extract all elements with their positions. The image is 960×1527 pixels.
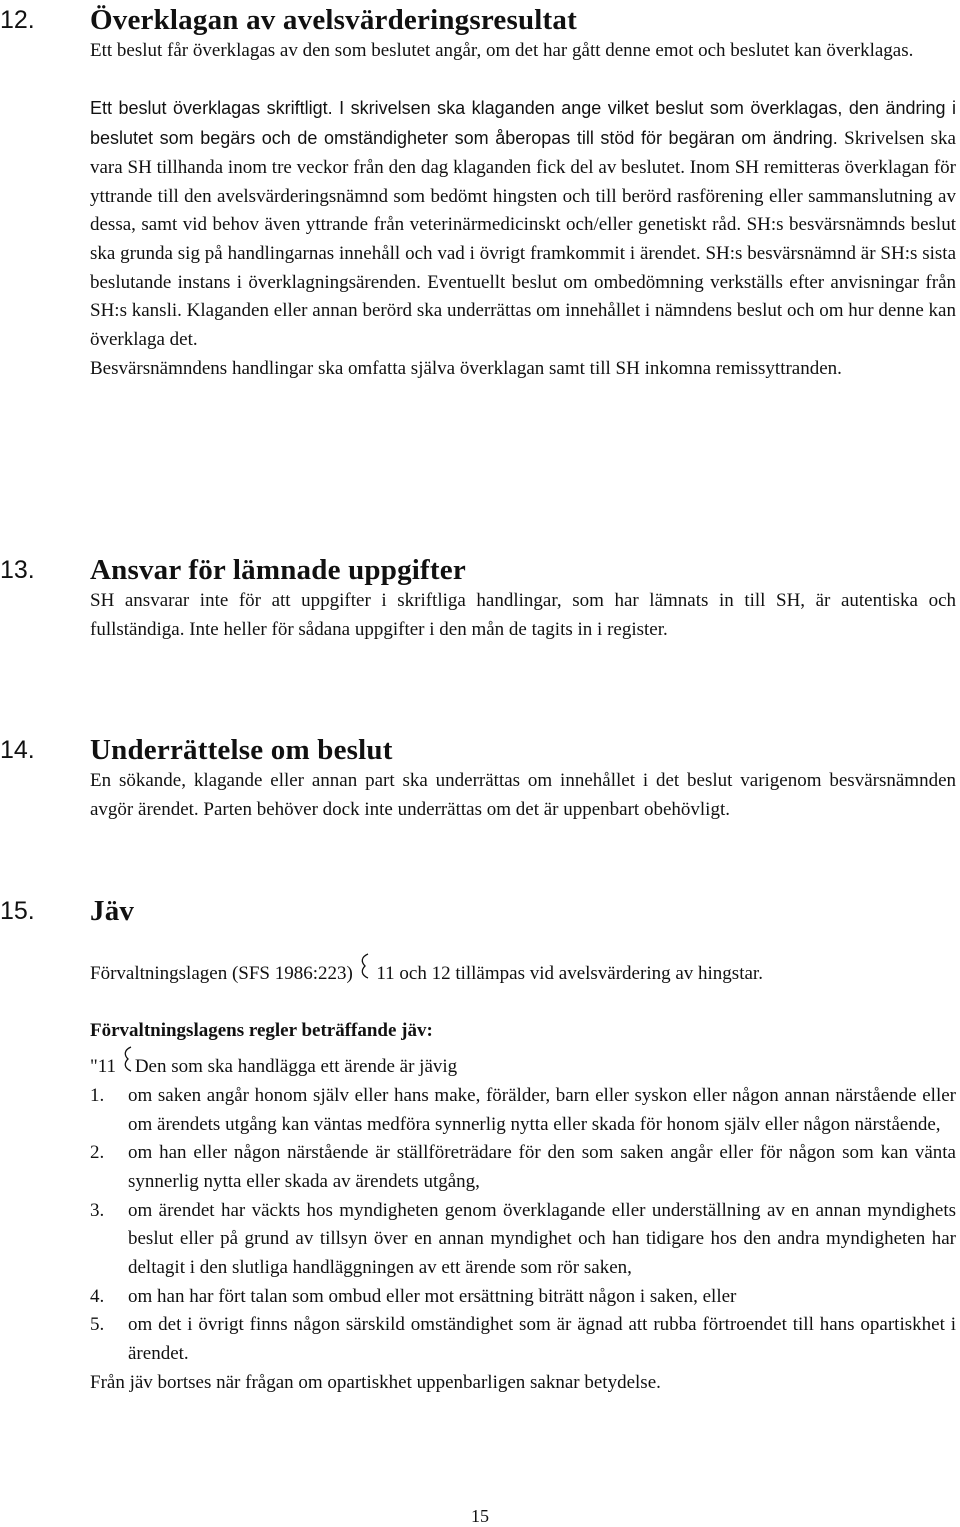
list-item-number: 4. bbox=[90, 1285, 105, 1307]
page-number: 15 bbox=[471, 1506, 489, 1526]
section-title: Jäv bbox=[90, 895, 135, 927]
paragraph: Ett beslut får överklagas av den som beslutet angår, om det har gått denne emot och beslutet kan överklagas. bbox=[90, 40, 914, 61]
quote-part: "11 bbox=[90, 1056, 121, 1078]
list-item-text: om han eller någon närstående är ställföreträdare för den som saken angår eller för någon som kan vänta synnerlig nytta eller skada av ärendets utgång, bbox=[128, 1142, 956, 1192]
section-heading bbox=[0, 732, 960, 768]
list-item-text: om saken angår honom själv eller hans make, förälder, barn eller syskon eller någon annan närstående eller om ärendets utgång kan väntas medföra synnerlig nytta eller skada för honom själv eller någon närstående, bbox=[128, 1084, 956, 1135]
section-number: 15. bbox=[0, 897, 35, 925]
section-number: 14. bbox=[0, 736, 35, 764]
list-item-text: om det i övrigt finns någon särskild omständighet som är ägnad att rubba förtroendet till hans opartiskhet i ärendet. bbox=[128, 1314, 956, 1365]
paragraph bbox=[90, 953, 956, 989]
list-item-number: 3. bbox=[90, 1199, 105, 1221]
section-12 bbox=[0, 2, 960, 379]
paragraph: Besvärsnämndens handlingar ska omfatta själva överklagan samt till SH inkomna remissyttranden. bbox=[90, 357, 842, 379]
section-heading bbox=[0, 893, 960, 929]
paragraph-part: Ett beslut överklagas skriftligt. I skrivelsen ska klaganden ange vilket beslut som överklagas, den ändring i beslutet som begärs och de omständigheter som åberopas till stöd för begäran om ändring. bbox=[90, 98, 956, 149]
section-title: Överklagan av avelsvärderingsresultat bbox=[90, 4, 577, 36]
law-list bbox=[90, 1082, 956, 1369]
section-sign-icon bbox=[358, 953, 372, 989]
section-15 bbox=[0, 893, 960, 1393]
subheading: Förvaltningslagens regler beträffande jäv: bbox=[90, 1020, 433, 1042]
list-item-number: 2. bbox=[90, 1142, 105, 1164]
list-item-number: 1. bbox=[90, 1084, 105, 1106]
list-item-text: om ärendet har väckts hos myndigheten genom överklagande eller underställning av en annan myndighets beslut eller på grund av tillsyn över en annan myndighet och han tidigare hos den andra myndigheten har deltagit i den slutliga handläggningen av ett ärende som rör saken, bbox=[128, 1199, 956, 1279]
list-item bbox=[90, 1283, 956, 1312]
paragraph-part: Skrivelsen ska vara SH tillhanda inom tre veckor från den dag klaganden fick del av beslutet. Inom SH remitteras överklagan för yttrande till den avelsvärderingsnämnd som bedömt hingsten och till berörd rasförening eller sammanslutning av dessa, samt vid behov även yttrande från veterinärmedicinskt och/eller genetiskt råd. SH:s besvärsnämnds beslut ska grunda sig på handlingarnas innehåll och vad i övrigt framkommit i ärendet. SH:s besvärsnämnd är SH:s sista beslutande instans i överklagningsärenden. Eventuellt beslut om ombedömning verkställs efter anvisningar från SH:s kansli. Klaganden eller annan berörd ska underrättas om innehållet i nämndens beslut och om hur denne kan överklaga det. bbox=[90, 128, 956, 351]
paragraph: SH ansvarar inte för att uppgifter i skriftliga handlingar, som har lämnats in till SH, är autentiska och fullständiga. Inte heller för sådana uppgifter i den mån de tagits in i register. bbox=[90, 590, 956, 640]
list-item bbox=[90, 1139, 956, 1196]
section-title: Underrättelse om beslut bbox=[90, 734, 393, 766]
section-body bbox=[90, 767, 956, 824]
quote-line bbox=[90, 1046, 956, 1082]
list-item bbox=[90, 1082, 956, 1139]
section-14 bbox=[0, 732, 960, 820]
list-item bbox=[90, 1197, 956, 1283]
paragraph-part: Förvaltningslagen (SFS 1986:223) bbox=[90, 963, 358, 984]
paragraph bbox=[90, 94, 956, 354]
paragraph: En sökande, klagande eller annan part ska underrättas om innehållet i det beslut varigenom besvärsnämnden avgör ärendet. Parten behöver dock inte underrättas om det är uppenbart obehövligt. bbox=[90, 770, 956, 820]
section-sign-icon bbox=[121, 1046, 135, 1082]
section-13 bbox=[0, 552, 960, 640]
section-number: 12. bbox=[0, 6, 35, 34]
section-heading bbox=[0, 2, 960, 38]
closing-paragraph: Från jäv bortses när frågan om opartiskhet uppenbarligen saknar betydelse. bbox=[90, 1371, 661, 1393]
list-item-number: 5. bbox=[90, 1314, 105, 1336]
section-body bbox=[90, 953, 956, 1398]
quote-part: Den som ska handlägga ett ärende är jävig bbox=[134, 1056, 458, 1078]
list-item-text: om han har fört talan som ombud eller mot ersättning biträtt någon i saken, eller bbox=[128, 1285, 737, 1307]
section-number: 13. bbox=[0, 556, 35, 584]
section-body bbox=[90, 587, 956, 644]
section-body bbox=[90, 37, 956, 383]
paragraph-part: 11 och 12 tillämpas vid avelsvärdering av hingstar. bbox=[371, 963, 763, 984]
list-item bbox=[90, 1311, 956, 1368]
section-title: Ansvar för lämnade uppgifter bbox=[90, 554, 466, 586]
section-heading bbox=[0, 552, 960, 588]
